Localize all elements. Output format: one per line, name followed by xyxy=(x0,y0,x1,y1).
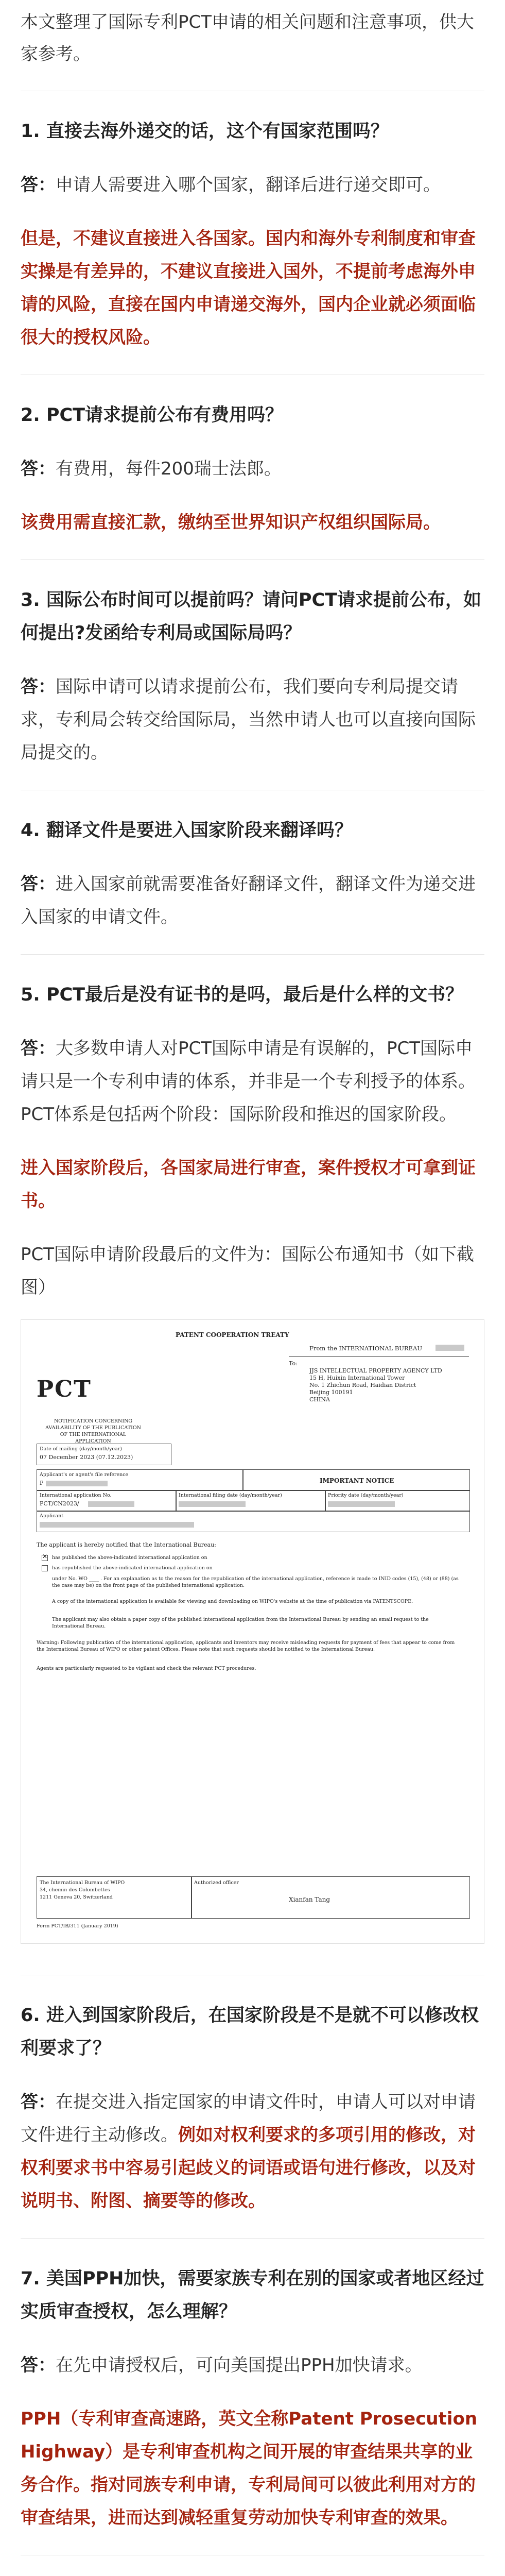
highlight-1: 但是，不建议直接进入各国家。国内和海外专利制度和审查实操是有差异的，不建议直接进入国外，不提前考虑海外申请的风险，直接在国内申请递交海外，国内企业就必须面临很大的授权风险。 xyxy=(21,228,476,348)
important-notice: IMPORTANT NOTICE xyxy=(320,1477,394,1484)
address-line-3: No. 1 Zhichun Road, Haidian District xyxy=(309,1382,416,1388)
address-line-5: CHINA xyxy=(309,1396,330,1403)
paper-copy-paragraph: The applicant may also obtain a paper copy of the published international application from the International Bureau by sending an email request to the International Bureau. xyxy=(52,1617,429,1629)
to-label: To: xyxy=(289,1360,298,1367)
redacted-block xyxy=(436,1345,464,1351)
answer-label: 答： xyxy=(21,676,56,697)
highlight-7: PPH（专利审查高速路，英文全称Patent Prosecution Highway）是专利审查机构之间开展的审查结果共享的业务合作。指对同族专利申请，专利局间可以彼此利用对方的审查结果，进而达到减轻重复劳动加快专利审查的效果。 xyxy=(21,2409,478,2528)
highlight-6: 例如对权利要求的多项引用的修改，对权利要求书中容易引起歧义的词语或语句进行修改，以及对说明书、附图、摘要等的修改。 xyxy=(21,2125,476,2211)
intro-text: 本文整理了国际专利PCT申请的相关问题和注意事项，供大家参考。 xyxy=(21,12,475,64)
question-7: 7. 美国PPH加快，需要家族专利在别的国家或者地区经过实质审查授权，怎么理解？ xyxy=(21,2268,484,2322)
applicant-box xyxy=(37,1511,470,1532)
address-line-4: Beijing 100191 xyxy=(309,1389,353,1396)
question-5: 5. PCT最后是没有证书的是吗，最后是什么样的文书？ xyxy=(21,985,464,1005)
warning-paragraph: Warning: Following publication of the international application, applicants and inventors may receive misleading requests for payment of fees that appear to come from the International Bureau of WIPO or other patent Offices. Please note that such requests should be notified to the International Bureau. xyxy=(37,1640,455,1652)
pct-notice-image xyxy=(21,1319,484,1944)
republication-paragraph: under No. WO ____ . For an explanation as to the reason for the republication of the international application, reference is made to INID codes (15), (48) or (88) (as the case may be) on the front page of the published international application. xyxy=(52,1576,459,1588)
answer-4-text: 进入国家前就需要准备好翻译文件，翻译文件为递交进入国家的申请文件。 xyxy=(21,874,476,927)
answer-label: 答： xyxy=(21,459,56,479)
highlight-2: 该费用需直接汇款，缴纳至世界知识产权组织国际局。 xyxy=(21,512,441,533)
auth-label: Authorized officer xyxy=(194,1880,239,1886)
applicant-label: Applicant xyxy=(40,1513,64,1519)
treaty-title: PATENT COOPERATION TREATY xyxy=(176,1331,289,1338)
answer-1-text: 申请人需要进入哪个国家，翻译后进行递交即可。 xyxy=(56,175,441,195)
date-label: Date of mailing (day/month/year) xyxy=(40,1446,122,1452)
answer-label: 答： xyxy=(21,874,56,894)
ref-label: Applicant's or agent's file reference xyxy=(40,1472,129,1478)
filing-label: International filing date (day/month/year) xyxy=(179,1493,282,1498)
question-1: 1. 直接去海外递交的话，这个有国家范围吗？ xyxy=(21,121,389,142)
check-mark-icon: ✕ xyxy=(42,1553,48,1560)
redacted-block xyxy=(88,1501,134,1507)
highlight-5: 进入国家阶段后，各国家局进行审查，案件授权才可拿到证书。 xyxy=(21,1158,476,1211)
answer-label: 答： xyxy=(21,2355,56,2376)
question-2: 2. PCT请求提前公布有费用吗？ xyxy=(21,405,284,426)
check-option-2: has republished the above-indicated international application on xyxy=(52,1565,213,1571)
answer-label: 答： xyxy=(21,175,56,195)
publication-note: PCT国际申请阶段最后的文件为：国际公布通知书（如下截图） xyxy=(21,1244,475,1298)
question-3: 3. 国际公布时间可以提前吗？请问PCT请求提前公布，如何提出?发函给专利局或国际局吗？ xyxy=(21,590,482,643)
answer-1 xyxy=(21,168,484,201)
answer-3-text: 国际申请可以请求提前公布，我们要向专利局提交请求，专利局会转交给国际局，当然申请人也可以直接向国际局提交的。 xyxy=(21,676,476,763)
redacted-block xyxy=(40,1522,194,1528)
answer-5 xyxy=(21,1032,484,1131)
ib-name-1: The International Bureau of WIPO xyxy=(40,1880,125,1886)
redacted-block xyxy=(179,1501,246,1507)
address-line-2: 15 H, Huixin International Tower xyxy=(309,1375,405,1381)
answer-5-text: 大多数申请人对PCT国际申请是有误解的，PCT国际申请只是一个专利申请的体系，并非是一个专利授予的体系。PCT体系是包括两个阶段：国际阶段和推迟的国家阶段。 xyxy=(21,1038,476,1125)
answer-2-text: 有费用，每件200瑞士法郎。 xyxy=(56,459,282,479)
priority-label: Priority date (day/month/year) xyxy=(328,1493,404,1498)
address-line-1: JJS INTELLECTUAL PROPERTY AGENCY LTD xyxy=(309,1367,442,1374)
question-4: 4. 翻译文件是要进入国家阶段来翻译吗？ xyxy=(21,820,353,841)
pct-logo-text: PCT xyxy=(37,1376,92,1402)
rule xyxy=(289,1356,469,1357)
answer-label: 答： xyxy=(21,1038,56,1059)
app-no-label: International application No. xyxy=(40,1493,112,1498)
notice-title-1: NOTIFICATION CONCERNING xyxy=(54,1418,133,1424)
answer-7-text: 在先申请授权后，可向美国提出PPH加快请求。 xyxy=(56,2355,423,2376)
checkbox-icon xyxy=(42,1565,48,1571)
app-no-value: PCT/CN2023/ xyxy=(40,1500,79,1507)
answer-7 xyxy=(21,2349,484,2382)
answer-3 xyxy=(21,670,484,769)
redacted-block xyxy=(328,1501,395,1507)
ib-name-3: 1211 Geneva 20, Switzerland xyxy=(40,1894,113,1900)
answer-4 xyxy=(21,868,484,934)
question-6: 6. 进入到国家阶段后，在国家阶段是不是就不可以修改权利要求了？ xyxy=(21,2005,479,2059)
ib-name-2: 34, chemin des Colombettes xyxy=(40,1887,110,1893)
answer-label: 答： xyxy=(21,2092,56,2112)
officer-name: Xianfan Tang xyxy=(289,1896,330,1903)
redacted-block xyxy=(46,1481,108,1486)
divider xyxy=(21,2238,484,2239)
notified-text: The applicant is hereby notified that the International Bureau: xyxy=(37,1541,216,1548)
check-option-1: has published the above-indicated international application on xyxy=(52,1555,207,1561)
ref-value: P xyxy=(40,1480,44,1486)
agents-note: Agents are particularly requested to be vigilant and check the relevant PCT procedures. xyxy=(37,1666,256,1671)
divider xyxy=(21,954,484,955)
viewing-paragraph: A copy of the international application is available for viewing and downloading on WIPO's website at the time of publication via PATENTSCOPE. xyxy=(52,1599,413,1604)
answer-2 xyxy=(21,452,484,485)
notice-title-3: OF THE INTERNATIONAL APPLICATION xyxy=(60,1432,127,1444)
answer-6 xyxy=(21,2086,484,2217)
notice-title-2: AVAILABILITY OF THE PUBLICATION xyxy=(45,1425,141,1431)
from-line: From the INTERNATIONAL BUREAU xyxy=(309,1345,423,1352)
date-value: 07 December 2023 (07.12.2023) xyxy=(40,1454,133,1461)
answer-6-text: 在提交进入指定国家的申请文件时，申请人可以对申请文件进行主动修改。 xyxy=(21,2092,476,2145)
form-number: Form PCT/IB/311 (January 2019) xyxy=(37,1923,118,1929)
